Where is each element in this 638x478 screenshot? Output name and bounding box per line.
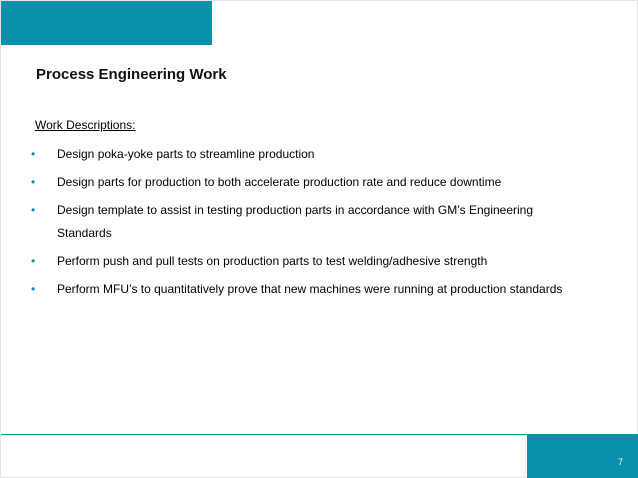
slide-title: Process Engineering Work [36,66,227,83]
list-item [31,278,591,301]
bullet-icon: • [31,282,36,296]
list-item-text: Perform push and pull tests on production parts to test welding/adhesive strength [57,254,488,268]
page-number: 7 [617,457,623,467]
list-item-text: Design poka-yoke parts to streamline production [57,147,315,161]
work-descriptions-heading: Work Descriptions: [35,118,136,132]
list-item-text: Perform MFU’s to quantitatively prove that new machines were running at production standards [57,282,563,296]
bullet-icon: • [31,254,36,268]
page-number-box [527,435,638,478]
list-item [31,250,591,273]
bullet-icon: • [31,147,36,161]
bullet-icon: • [31,175,36,189]
list-item-text: Design parts for production to both accelerate production rate and reduce downtime [57,175,502,189]
list-item [31,171,591,194]
list-item [31,143,591,166]
bullet-icon: • [31,203,36,217]
header-accent-bar [1,1,212,45]
list-item-text: Design template to assist in testing production parts in accordance with GM’s Engineering Standards [57,203,534,240]
work-description-list [31,143,591,306]
list-item [31,199,591,245]
